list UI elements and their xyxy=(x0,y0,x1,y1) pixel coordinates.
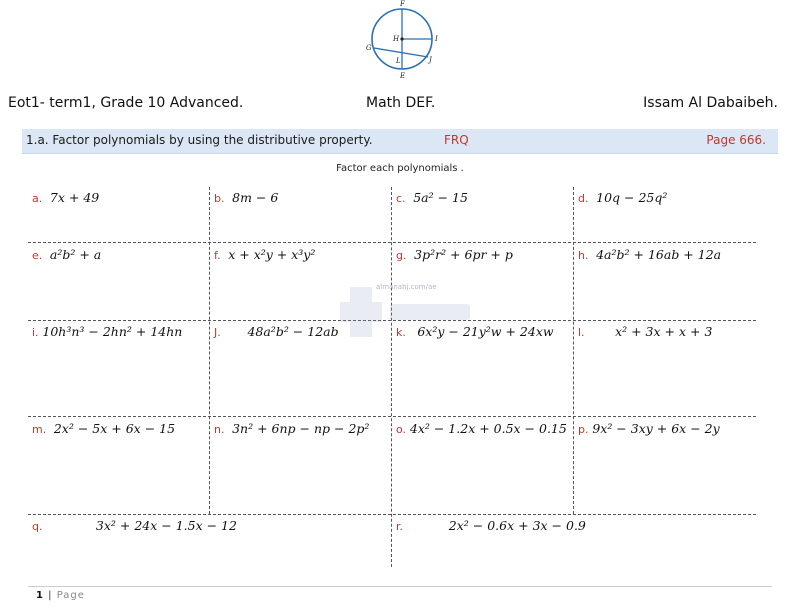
problem-q xyxy=(32,518,237,533)
figure-label-j: J xyxy=(429,56,432,64)
problem-b xyxy=(214,190,278,205)
problem-expression: 3p²r² + 6pr + p xyxy=(414,247,513,262)
problem-label: b. xyxy=(214,192,225,205)
problem-j xyxy=(214,324,339,339)
problem-i xyxy=(32,324,182,339)
problem-expression: 3n² + 6np − np − 2p² xyxy=(232,421,370,436)
figure-label-h: H xyxy=(393,35,400,43)
problem-h xyxy=(578,247,721,262)
grid-divider xyxy=(391,187,392,567)
problem-expression: 10q − 25q² xyxy=(596,190,668,205)
header-subject: Math DEF. xyxy=(366,95,436,111)
grid-divider xyxy=(573,187,574,514)
problem-label: q. xyxy=(32,520,43,533)
problem-expression: a²b² + a xyxy=(49,247,102,262)
problem-a xyxy=(32,190,99,205)
problem-label: a. xyxy=(32,192,43,205)
page-number: 1 xyxy=(36,590,44,601)
grid-divider xyxy=(28,242,756,243)
problem-expression: 8m − 6 xyxy=(232,190,279,205)
problem-expression: 10h³n³ − 2hn² + 14hn xyxy=(42,324,183,339)
problem-label: k. xyxy=(396,326,406,339)
problem-expression: x² + 3x + x + 3 xyxy=(615,324,713,339)
problem-label: J. xyxy=(214,326,221,339)
problem-n xyxy=(214,421,369,436)
topic-title: 1.a. Factor polynomials by using the distributive property. xyxy=(26,133,373,147)
problem-r xyxy=(396,518,586,533)
problem-expression: 5a² − 15 xyxy=(413,190,468,205)
problem-label: p. xyxy=(578,423,589,436)
footer-divider xyxy=(28,586,772,587)
figure-label-g: G xyxy=(366,44,372,52)
problem-label: h. xyxy=(578,249,589,262)
problem-o xyxy=(396,421,567,436)
problem-expression: 7x + 49 xyxy=(49,190,100,205)
problem-d xyxy=(578,190,667,205)
problem-expression: x + x²y + x³y² xyxy=(228,247,316,262)
problem-expression: 48a²b² − 12ab xyxy=(247,324,339,339)
problem-label: c. xyxy=(396,192,406,205)
problem-expression: 6x²y − 21y²w + 24xw xyxy=(417,324,554,339)
problem-label: d. xyxy=(578,192,589,205)
problem-label: m. xyxy=(32,423,47,436)
page-footer xyxy=(36,590,85,601)
topic-type: FRQ xyxy=(444,133,469,147)
figure-label-f: F xyxy=(400,0,405,8)
grid-divider xyxy=(28,416,756,417)
problem-e xyxy=(32,247,101,262)
watermark-text: almanahj.com/ae xyxy=(376,283,437,291)
problem-g xyxy=(396,247,513,262)
footer-page-word: Page xyxy=(56,590,85,601)
problem-expression: 4a²b² + 16ab + 12a xyxy=(596,247,722,262)
topic-bar xyxy=(22,129,778,154)
problem-expression: 3x² + 24x − 1.5x − 12 xyxy=(95,518,237,533)
figure-label-l: L xyxy=(396,57,401,65)
problem-label: r. xyxy=(396,520,404,533)
problem-k xyxy=(396,324,554,339)
problem-l xyxy=(578,324,712,339)
problem-expression: 4x² − 1.2x + 0.5x − 0.15 xyxy=(409,421,567,436)
problem-c xyxy=(396,190,468,205)
problem-f xyxy=(214,247,315,262)
problem-p xyxy=(578,421,720,436)
figure-label-e: E xyxy=(400,72,406,80)
problem-m xyxy=(32,421,175,436)
problem-label: o. xyxy=(396,423,407,436)
problem-expression: 2x² − 0.6x + 3x − 0.9 xyxy=(448,518,586,533)
problem-expression: 2x² − 5x + 6x − 15 xyxy=(53,421,176,436)
topic-page: Page 666. xyxy=(706,133,766,147)
problem-label: n. xyxy=(214,423,225,436)
circle-figure xyxy=(360,0,444,80)
header-course: Eot1- term1, Grade 10 Advanced. xyxy=(8,95,244,111)
footer-separator: | xyxy=(48,590,53,601)
header-teacher: Issam Al Dabaibeh. xyxy=(643,95,778,111)
grid-divider xyxy=(209,187,210,514)
problem-expression: 9x² − 3xy + 6x − 2y xyxy=(592,421,720,436)
problem-label: e. xyxy=(32,249,43,262)
problem-label: g. xyxy=(396,249,407,262)
instructions: Factor each polynomials . xyxy=(336,163,464,174)
problem-label: l. xyxy=(578,326,585,339)
problem-label: f. xyxy=(214,249,221,262)
grid-divider xyxy=(28,514,756,515)
problem-label: i. xyxy=(32,326,39,339)
figure-label-i: I xyxy=(435,35,438,43)
